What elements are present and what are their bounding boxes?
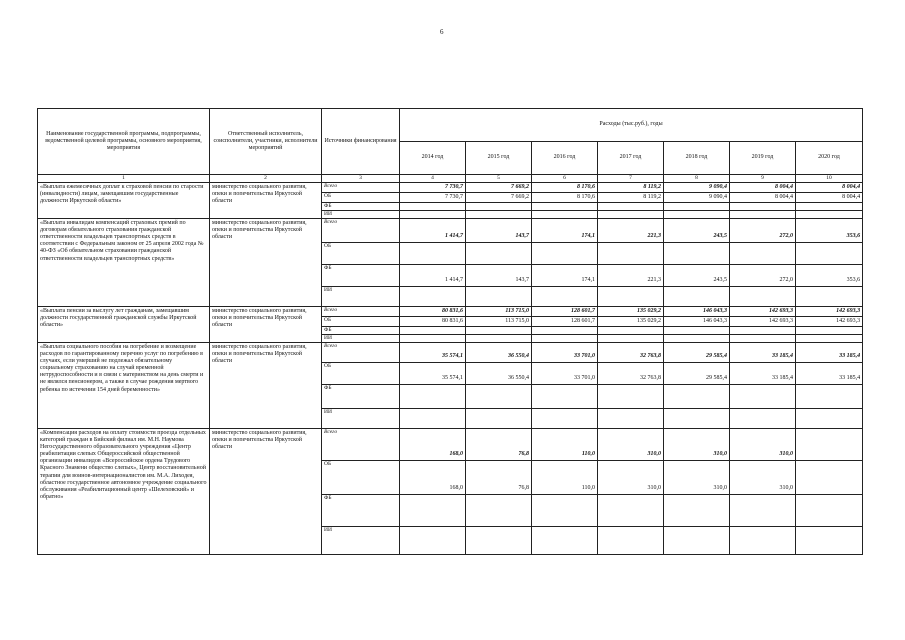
source-label: ФБ [322,384,400,408]
year-cell: 2019 год [730,142,796,175]
page-number: 6 [440,28,444,36]
value-cell: 135 029,2 [598,316,664,326]
index-row [38,175,863,183]
value-cell [730,286,796,306]
source-label: ФБ [322,202,400,210]
index-cell: 9 [730,175,796,183]
header-executor: Ответственный исполнитель, соисполнители, участники, исполнители мероприятий [210,109,322,175]
value-cell: 33 185,4 [730,362,796,384]
value-cell [466,326,532,334]
value-cell [730,494,796,526]
value-cell: 7 730,7 [400,182,466,192]
source-label: ОБ [322,242,400,264]
year-cell: 2020 год [796,142,863,175]
value-cell: 7 669,2 [466,182,532,192]
value-cell [730,210,796,218]
source-label: ФБ [322,326,400,334]
source-label: ОБ [322,316,400,326]
value-cell: 76,8 [466,428,532,460]
value-cell [664,334,730,342]
source-label: ИИ [322,526,400,554]
source-label: Всего [322,342,400,362]
index-cell: 1 [38,175,210,183]
value-cell [796,526,863,554]
header-expenses: Расходы (тыс.руб.), годы [400,109,863,142]
value-cell [664,242,730,264]
value-cell [598,242,664,264]
header-row [38,109,863,142]
value-cell: 168,0 [400,460,466,494]
value-cell: 272,0 [730,264,796,286]
index-cell: 10 [796,175,863,183]
value-cell: 110,0 [532,460,598,494]
value-cell: 33 185,4 [796,342,863,362]
value-cell: 32 763,8 [598,342,664,362]
source-label: ИИ [322,334,400,342]
value-cell: 243,5 [664,264,730,286]
value-cell: 33 185,4 [730,342,796,362]
year-cell: 2017 год [598,142,664,175]
value-cell: 8 004,4 [796,192,863,202]
value-cell [796,384,863,408]
value-cell: 1 414,7 [400,264,466,286]
value-cell [664,384,730,408]
value-cell [796,326,863,334]
value-cell [400,494,466,526]
value-cell [796,210,863,218]
value-cell: 7 669,2 [466,192,532,202]
value-cell [466,526,532,554]
value-cell [598,334,664,342]
source-row [38,306,863,316]
value-cell: 36 550,4 [466,342,532,362]
value-cell [400,384,466,408]
value-cell [466,210,532,218]
value-cell [532,526,598,554]
value-cell: 8 004,4 [730,182,796,192]
value-cell [664,494,730,526]
value-cell [532,384,598,408]
value-cell: 33 185,4 [796,362,863,384]
source-row [38,342,863,362]
value-cell [532,326,598,334]
value-cell: 80 831,6 [400,306,466,316]
value-cell [532,210,598,218]
value-cell: 168,0 [400,428,466,460]
source-label: ОБ [322,460,400,494]
value-cell [796,334,863,342]
value-cell: 33 701,0 [532,362,598,384]
value-cell [598,384,664,408]
value-cell: 142 693,3 [796,316,863,326]
value-cell [796,286,863,306]
value-cell [796,408,863,428]
value-cell [796,202,863,210]
value-cell: 80 831,6 [400,316,466,326]
value-cell: 142 693,3 [796,306,863,316]
value-cell: 143,7 [466,264,532,286]
measure-executor: министерство социального развития, опеки и попечительства Иркутской области [210,306,322,342]
value-cell: 143,7 [466,218,532,242]
value-cell: 272,0 [730,218,796,242]
value-cell: 32 763,8 [598,362,664,384]
value-cell [532,202,598,210]
value-cell: 8 170,6 [532,192,598,202]
source-row [38,428,863,460]
header-source: Источники финансирования [322,109,400,175]
measure-executor: министерство социального развития, опеки и попечительства Иркутской области [210,428,322,554]
value-cell [598,202,664,210]
value-cell [796,494,863,526]
measure-executor: министерство социального развития, опеки и попечительства Иркутской области [210,342,322,428]
measure-name: «Выплата пенсии за выслугу лет гражданам, замещавшим должности государственной гражданской службы Иркутской области» [38,306,210,342]
year-cell: 2018 год [664,142,730,175]
value-cell [400,286,466,306]
measure-name: «Выплата социального пособия на погребение и возмещение расходов по гарантированному перечню услуг по погребению в случаях, если умерший не подлежал обязательному социальному страхованию на случай временной нетрудоспособности и в связи с материнством на день смерти и не являлся пенсионером, а также в случае рождения мертвого ребенка по истечении 154 дней беременности» [38,342,210,428]
value-cell [466,202,532,210]
value-cell [664,408,730,428]
value-cell: 146 043,3 [664,316,730,326]
source-label: ИИ [322,286,400,306]
value-cell: 353,6 [796,264,863,286]
index-cell: 6 [532,175,598,183]
value-cell [532,334,598,342]
value-cell [598,526,664,554]
value-cell: 353,6 [796,218,863,242]
source-label: ФБ [322,264,400,286]
index-cell: 2 [210,175,322,183]
value-cell [466,286,532,306]
value-cell [598,210,664,218]
value-cell: 146 043,3 [664,306,730,316]
value-cell [532,494,598,526]
value-cell [400,408,466,428]
value-cell: 221,3 [598,218,664,242]
value-cell [400,326,466,334]
source-row [38,182,863,192]
value-cell [796,428,863,460]
value-cell [466,384,532,408]
value-cell: 174,1 [532,264,598,286]
measure-name: «Выплата ежемесячных доплат к страховой пенсии по старости (инвалидности) лицам, замещавшим государственные должности Иркутской области» [38,182,210,218]
index-cell: 4 [400,175,466,183]
index-cell: 8 [664,175,730,183]
value-cell [598,286,664,306]
value-cell: 142 693,3 [730,306,796,316]
value-cell: 8 004,4 [796,182,863,192]
value-cell: 110,0 [532,428,598,460]
source-label: ИИ [322,408,400,428]
value-cell: 174,1 [532,218,598,242]
value-cell [664,526,730,554]
value-cell [598,408,664,428]
value-cell: 35 574,1 [400,362,466,384]
value-cell [730,334,796,342]
measure-executor: министерство социального развития, опеки и попечительства Иркутской области [210,218,322,306]
year-cell: 2014 год [400,142,466,175]
index-cell: 5 [466,175,532,183]
source-row [38,218,863,242]
value-cell: 310,0 [664,460,730,494]
measure-executor: министерство социального развития, опеки и попечительства Иркутской области [210,182,322,218]
source-label: ОБ [322,362,400,384]
value-cell: 113 715,0 [466,316,532,326]
header-name: Наименование государственной программы, подпрограммы, ведомственной целевой программы, основного мероприятия, мероприятия [38,109,210,175]
source-label: Всего [322,218,400,242]
value-cell [400,210,466,218]
value-cell: 135 029,2 [598,306,664,316]
value-cell: 76,8 [466,460,532,494]
value-cell: 33 701,0 [532,342,598,362]
value-cell: 8 170,6 [532,182,598,192]
value-cell [796,242,863,264]
value-cell [664,210,730,218]
value-cell: 310,0 [664,428,730,460]
index-cell: 3 [322,175,400,183]
year-cell: 2015 год [466,142,532,175]
value-cell: 9 090,4 [664,182,730,192]
value-cell [598,326,664,334]
measure-name: «Выплата инвалидам компенсаций страховых премий по договорам обязательного страхования гражданской ответственности владельцев транспортных средств в соответствии с Федеральным законом от 25 апреля 2002 года № 40-ФЗ «Об обязательном страховании гражданской ответственности владельцев транспортных средств» [38,218,210,306]
value-cell [400,202,466,210]
value-cell: 113 715,0 [466,306,532,316]
value-cell [532,286,598,306]
value-cell: 29 585,4 [664,362,730,384]
value-cell [664,326,730,334]
value-cell [400,242,466,264]
value-cell: 128 601,7 [532,316,598,326]
value-cell [730,526,796,554]
value-cell [466,242,532,264]
source-label: Всего [322,428,400,460]
value-cell: 8 004,4 [730,192,796,202]
value-cell: 36 550,4 [466,362,532,384]
value-cell [532,408,598,428]
value-cell: 8 119,2 [598,192,664,202]
value-cell: 142 693,3 [730,316,796,326]
value-cell: 9 090,4 [664,192,730,202]
value-cell: 29 585,4 [664,342,730,362]
value-cell [400,526,466,554]
value-cell: 221,3 [598,264,664,286]
value-cell [730,326,796,334]
value-cell [400,334,466,342]
source-label: ИИ [322,210,400,218]
value-cell [730,384,796,408]
value-cell: 1 414,7 [400,218,466,242]
value-cell: 243,5 [664,218,730,242]
year-cell: 2016 год [532,142,598,175]
value-cell [598,494,664,526]
value-cell: 310,0 [598,428,664,460]
value-cell [664,286,730,306]
source-label: Всего [322,182,400,192]
value-cell: 128 601,7 [532,306,598,316]
value-cell [730,408,796,428]
measure-name: «Компенсация расходов на оплату стоимости проезда отдельных категорий граждан в Бийский филиал им. М.Н. Наумова Негосударственного образовательного учреждения «Центр реабилитации слепых Общероссийской общественной организации инвалидов «Всероссийское ордена Трудового Красного Знамени общество слепых», Центр восстановительной терапии для воинов-интернационалистов им. М.А. Лиходея, областное государственное автономное учреждение социального обслуживания «Реабилитационный центр «Шелеховский» и обратно» [38,428,210,554]
source-label: ОБ [322,192,400,202]
value-cell [730,242,796,264]
value-cell: 35 574,1 [400,342,466,362]
value-cell [730,202,796,210]
index-cell: 7 [598,175,664,183]
source-label: ФБ [322,494,400,526]
value-cell [466,494,532,526]
value-cell [532,242,598,264]
value-cell: 7 730,7 [400,192,466,202]
value-cell [664,202,730,210]
value-cell: 310,0 [730,460,796,494]
expenses-table [37,108,863,555]
value-cell [466,408,532,428]
value-cell [796,460,863,494]
value-cell: 8 119,2 [598,182,664,192]
value-cell [466,334,532,342]
value-cell: 310,0 [730,428,796,460]
value-cell: 310,0 [598,460,664,494]
source-label: Всего [322,306,400,316]
